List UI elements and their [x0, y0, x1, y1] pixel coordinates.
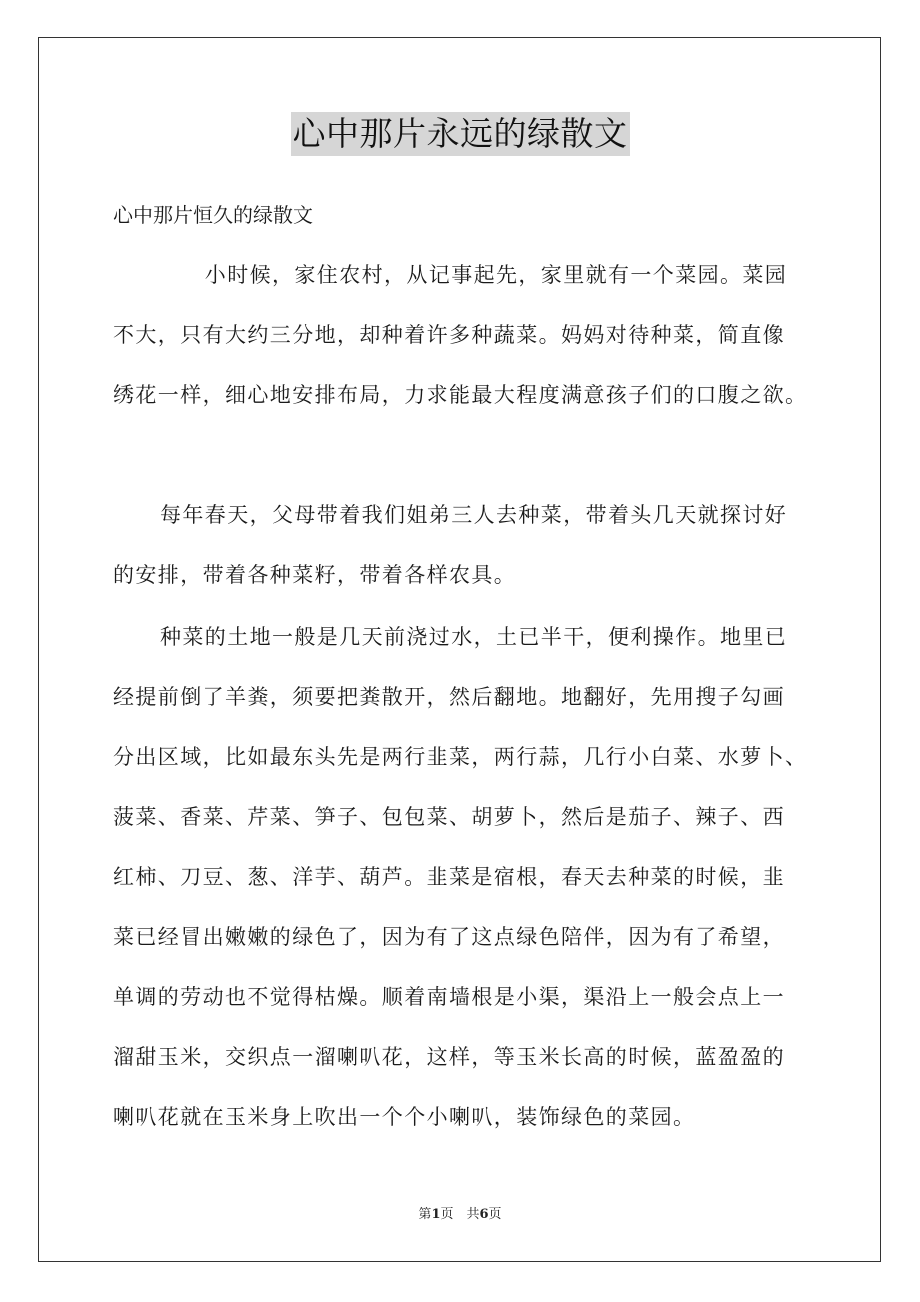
paragraph-3-line-7: 单调的劳动也不觉得枯燥。顺着南墙根是小渠，渠沿上一般会点上一 [113, 985, 785, 1009]
paragraph-3-line-2: 经提前倒了羊粪，须要把粪散开，然后翻地。地翻好，先用搜子勾画 [113, 685, 785, 709]
paragraph-2-line-2: 的安排，带着各种菜籽，带着各样农具。 [113, 563, 517, 587]
footer-suffix: 页 [488, 1207, 502, 1222]
paragraph-3-line-4: 菠菜、香菜、芹菜、笋子、包包菜、胡萝卜，然后是茄子、辣子、西 [113, 805, 785, 829]
paragraph-3-line-5: 红柿、刀豆、葱、洋芋、葫芦。韭菜是宿根，春天去种菜的时候，韭 [113, 865, 785, 889]
paragraph-3-line-8: 溜甜玉米，交织点一溜喇叭花，这样，等玉米长高的时候，蓝盈盈的 [113, 1045, 785, 1069]
paragraph-3-line-9: 喇叭花就在玉米身上吹出一个个小喇叭，装饰绿色的菜园。 [113, 1105, 696, 1129]
footer-total-pages: 6 [479, 1207, 489, 1222]
paragraph-1-line-3: 绣花一样，细心地安排布局，力求能最大程度满意孩子们的口腹之欲。 [113, 383, 808, 407]
document-title: 心中那片永远的绿散文 [291, 112, 630, 156]
paragraph-3-line-3: 分出区域，比如最东头先是两行韭菜，两行蒜，几行小白菜、水萝卜、 [113, 745, 808, 769]
paragraph-1-line-1: 小时候，家住农村，从记事起先，家里就有一个菜园。菜园 [160, 263, 788, 287]
paragraph-3-line-1: 种菜的土地一般是几天前浇过水，土已半干，便利操作。地里已 [160, 625, 788, 649]
page-footer [0, 1206, 920, 1224]
title-container [0, 112, 920, 156]
footer-mid: 页 共 [440, 1207, 480, 1222]
paragraph-3-line-6: 菜已经冒出嫩嫩的绿色了，因为有了这点绿色陪伴，因为有了希望， [113, 925, 785, 949]
footer-prefix: 第 [418, 1207, 432, 1222]
document-subtitle: 心中那片恒久的绿散文 [113, 203, 313, 227]
paragraph-2-line-1: 每年春天，父母带着我们姐弟三人去种菜，带着头几天就探讨好 [160, 503, 788, 527]
footer-current-page: 1 [431, 1207, 441, 1222]
paragraph-1-line-2: 不大，只有大约三分地，却种着许多种蔬菜。妈妈对待种菜，简直像 [113, 323, 785, 347]
